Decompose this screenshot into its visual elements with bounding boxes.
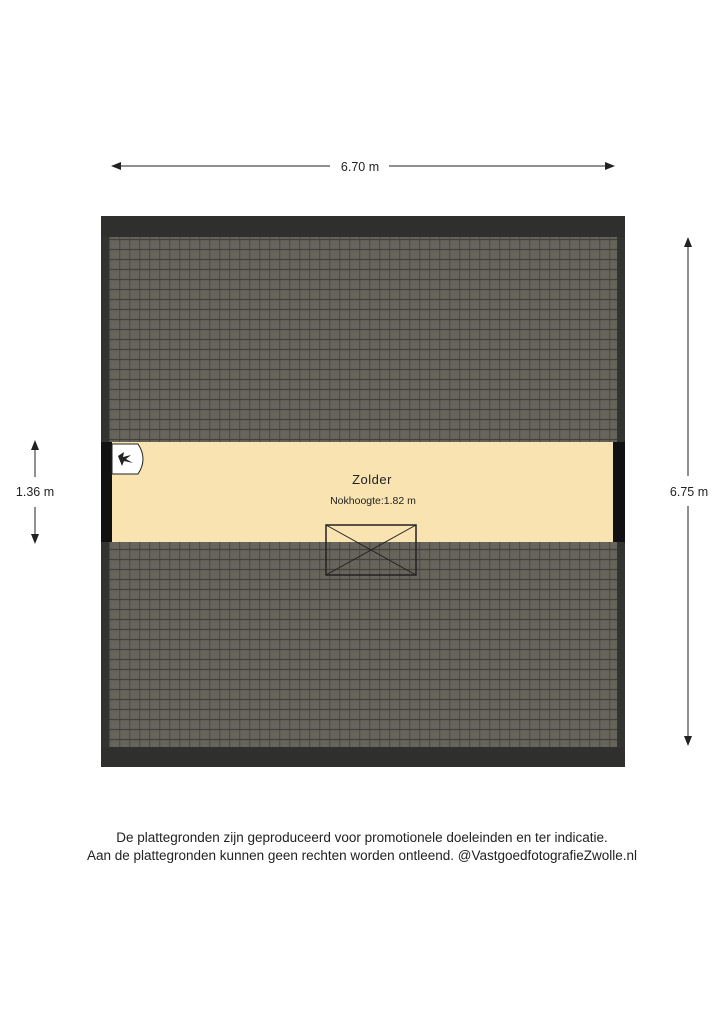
roof-tiles-top: [109, 237, 617, 442]
ridge-height: Nokhoogte:1.82 m: [330, 495, 416, 507]
strip-dimension: [16, 441, 54, 543]
height-dimension: [670, 238, 708, 745]
room-name: Zolder: [352, 472, 392, 487]
width-dimension: [112, 160, 614, 174]
roof-tiles-bottom: [109, 542, 617, 747]
roof-edge-bottom: [101, 747, 625, 767]
disclaimer: [0, 829, 724, 865]
width-label: 6.70 m: [340, 160, 380, 174]
wall-left: [101, 442, 112, 542]
strip-label: 1.36 m: [15, 485, 55, 499]
disclaimer-line-2: Aan de plattegronden kunnen geen rechten worden ontleend. @VastgoedfotografieZwolle.nl: [86, 848, 638, 863]
disclaimer-line-1: De plattegronden zijn geproduceerd voor promotionele doeleinden en ter indicatie.: [116, 830, 608, 845]
attic-floor: [101, 442, 625, 542]
height-label: 6.75 m: [669, 485, 709, 499]
heater-icon: [112, 444, 143, 474]
roof-edge-top: [101, 216, 625, 237]
wall-right: [613, 442, 625, 542]
